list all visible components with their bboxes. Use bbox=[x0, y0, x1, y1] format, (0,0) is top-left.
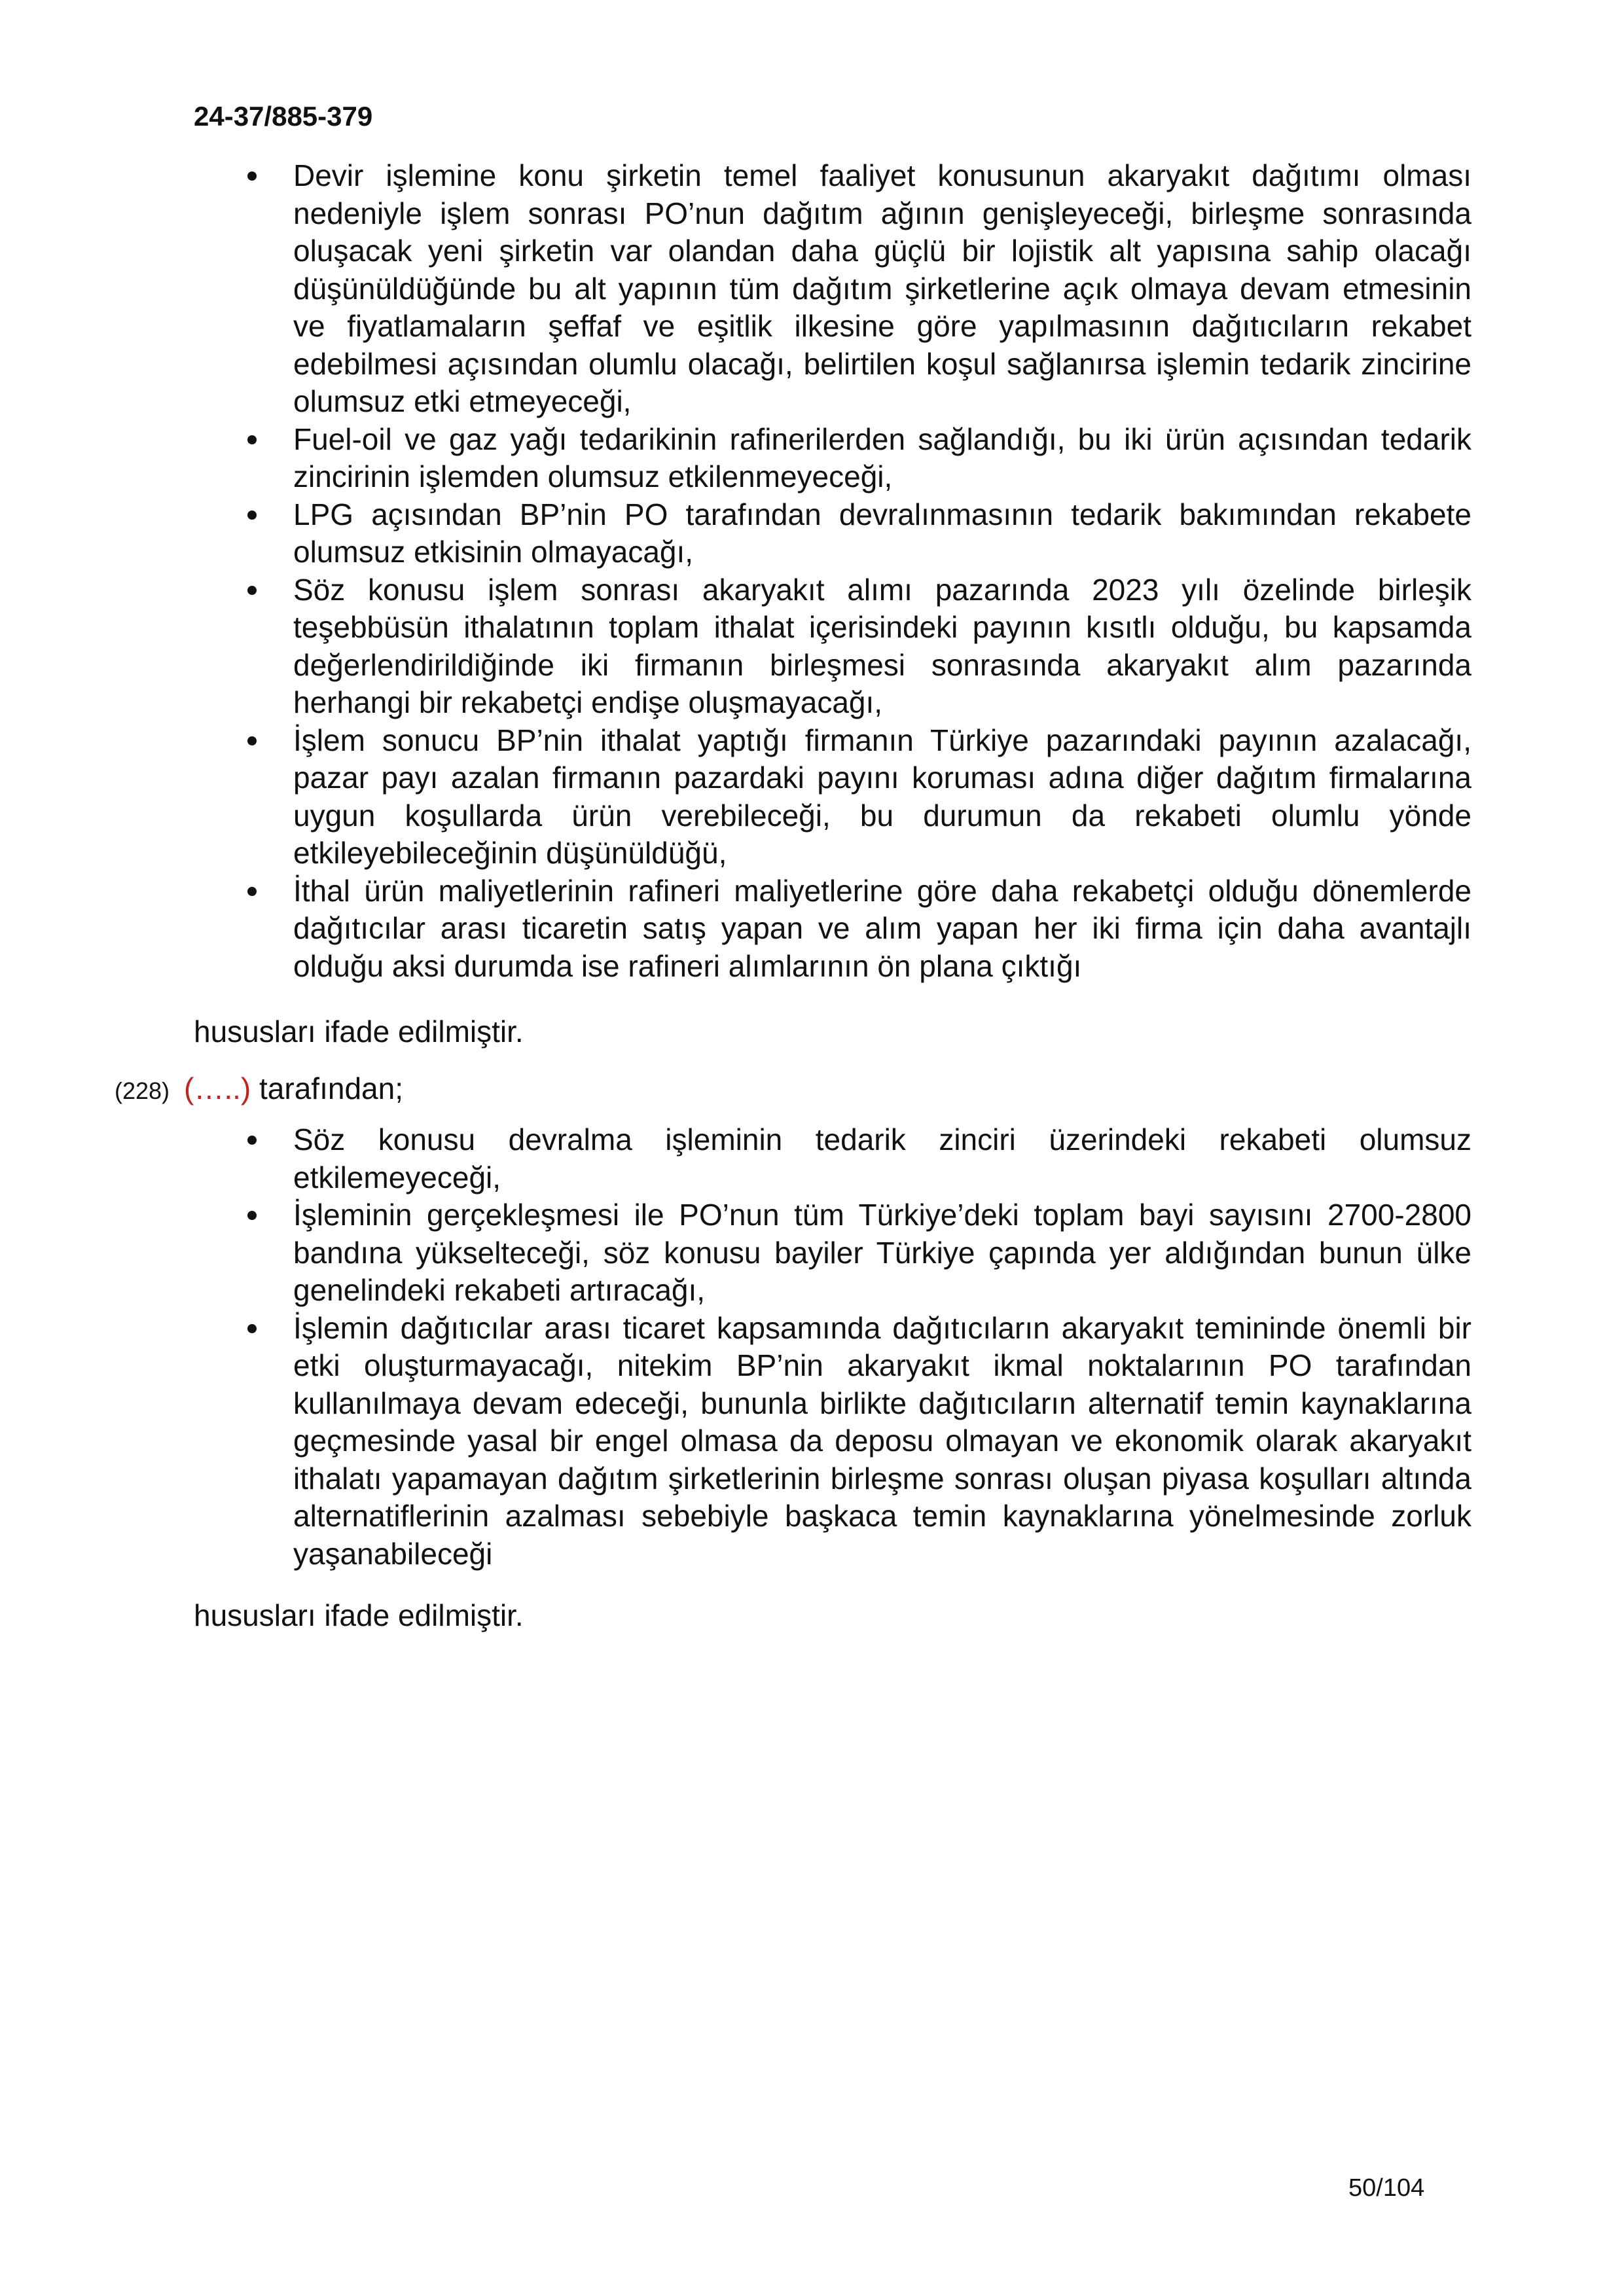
list-item bbox=[194, 872, 1471, 986]
list-item-text: İthal ürün maliyetlerinin rafineri maliyetlerine göre daha rekabetçi olduğu dönemlerde dağıtıcılar arası ticaretin satış yapan ve alım yapan her iki firma için daha avantajlı olduğu aksi durumda ise rafineri alımlarının ön plana çıktığı bbox=[293, 873, 1471, 983]
list-item bbox=[194, 1310, 1471, 1573]
bullet-icon bbox=[247, 736, 257, 745]
bullet-icon bbox=[247, 171, 257, 181]
redacted-party: (…..) bbox=[184, 1071, 251, 1105]
findings-list-b bbox=[194, 1121, 1471, 1573]
list-item-text: Fuel-oil ve gaz yağı tedarikinin rafinerilerden sağlandığı, bu iki ürün açısından tedarik zincirinin işlemden olumsuz etkilenmeyeceği, bbox=[293, 422, 1471, 493]
page-number: 50/104 bbox=[1348, 2174, 1425, 2202]
list-item bbox=[194, 1196, 1471, 1310]
paragraph-228-intro bbox=[115, 1070, 403, 1110]
list-item-text: LPG açısından BP’nin PO tarafından devralınmasının tedarik bakımından rekabete olumsuz etkisinin olmayacağı, bbox=[293, 497, 1471, 569]
list-item-text: Söz konusu işlem sonrası akaryakıt alımı pazarında 2023 yılı özelinde birleşik teşebbüsün ithalatının toplam ithalat içerisindeki payının kısıtlı olduğu, bu kapsamda değerlendirildiğinde iki firmanın birleşmesi sonrasında akaryakıt alım pazarında herhangi bir rekabetçi endişe oluşmayacağı, bbox=[293, 572, 1471, 719]
closing-statement-a: hususları ifade edilmiştir. bbox=[194, 1014, 524, 1049]
bullet-icon bbox=[247, 586, 257, 595]
list-item bbox=[194, 157, 1471, 421]
list-item bbox=[194, 421, 1471, 496]
paragraph-intro-text: tarafından; bbox=[251, 1071, 403, 1105]
list-item-text: Devir işlemine konu şirketin temel faaliyet konusunun akaryakıt dağıtımı olması nedeniyle işlem sonrası PO’nun dağıtım ağının genişleyeceği, birleşme sonrasında oluşacak yeni şirketin var olandan daha güçlü bir lojistik alt yapısına sahip olacağı düşünüldüğünde bu alt yapının tüm dağıtım şirketlerine açık olmaya devam etmesinin ve fiyatlamaların şeffaf ve eşitlik ilkesine göre yapılmasının dağıtıcıların rekabet edebilmesi açısından olumlu olacağı, belirtilen koşul sağlanırsa işlemin tedarik zincirine olumsuz etki etmeyeceği, bbox=[293, 158, 1471, 418]
bullet-icon bbox=[247, 1324, 257, 1333]
bullet-icon bbox=[247, 887, 257, 896]
closing-statement-b: hususları ifade edilmiştir. bbox=[194, 1598, 524, 1632]
list-item bbox=[194, 496, 1471, 571]
list-item-text: İşlem sonucu BP’nin ithalat yaptığı firmanın Türkiye pazarındaki payının azalacağı, pazar payı azalan firmanın pazardaki payını koruması adına diğer dağıtım firmalarına uygun koşullarda ürün verebileceği, bu durumun da rekabeti olumlu yönde etkileyebileceğinin düşünüldüğü, bbox=[293, 723, 1471, 870]
bullet-icon bbox=[247, 1211, 257, 1220]
paragraph-number: (228) bbox=[115, 1077, 170, 1104]
list-item-text: İşlemin dağıtıcılar arası ticaret kapsamında dağıtıcıların akaryakıt temininde önemli bir etki oluşturmayacağı, nitekim BP’nin akaryakıt ikmal noktalarının PO tarafından kullanılmaya devam edeceği, bununla birlikte dağıtıcıların alternatif temin kaynaklarına geçmesinde yasal bir engel olmasa da deposu olmayan ve ekonomik olarak akaryakıt ithalatı yapamayan dağıtım şirketlerinin birleşme sonrası oluşan piyasa koşulları altında alternatiflerinin azalması sebebiyle başkaca temin kaynaklarına yönelmesinde zorluk yaşanabileceği bbox=[293, 1310, 1471, 1571]
bullet-icon bbox=[247, 435, 257, 444]
decision-number: 24-37/885-379 bbox=[194, 101, 373, 132]
list-item bbox=[194, 571, 1471, 722]
list-item bbox=[194, 722, 1471, 872]
list-item bbox=[194, 1121, 1471, 1196]
list-item-text: İşleminin gerçekleşmesi ile PO’nun tüm Türkiye’deki toplam bayi sayısını 2700-2800 bandına yükselteceği, söz konusu bayiler Türkiye çapında yer aldığından bunun ülke genelindeki rekabeti artıracağı, bbox=[293, 1198, 1471, 1307]
list-item-text: Söz konusu devralma işleminin tedarik zinciri üzerindeki rekabeti olumsuz etkilemeyeceği, bbox=[293, 1122, 1471, 1194]
bullet-icon bbox=[247, 1136, 257, 1145]
bullet-icon bbox=[247, 511, 257, 520]
findings-list-a bbox=[194, 157, 1471, 985]
